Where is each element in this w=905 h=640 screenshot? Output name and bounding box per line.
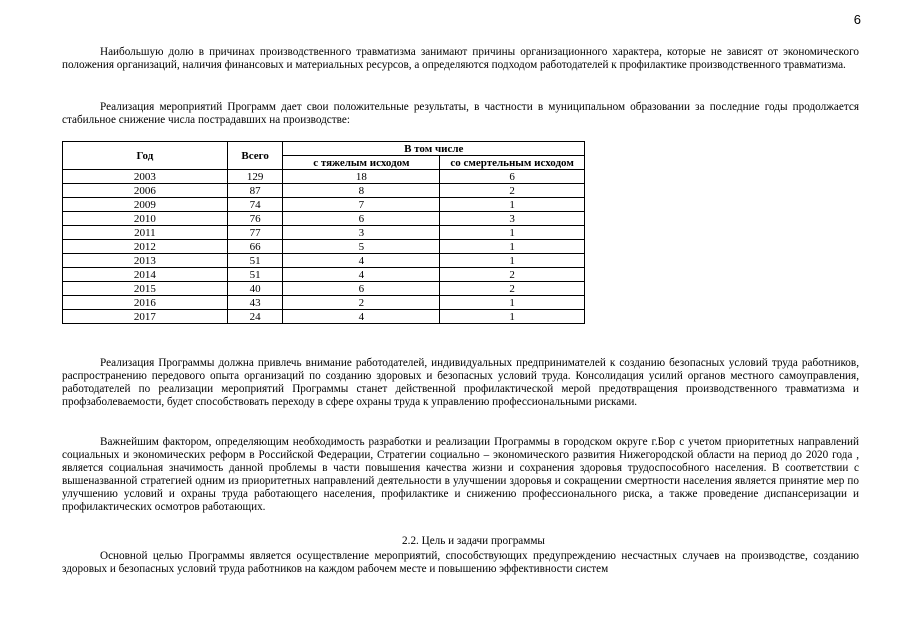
table-row	[63, 254, 585, 268]
cell-total: 66	[227, 240, 283, 254]
table-row	[63, 212, 585, 226]
cell-fatal: 1	[440, 310, 585, 324]
paragraph-main-goal: Основной целью Программы является осуществление мероприятий, способствующих предупреждению несчастных случаев на производстве, созданию здоровых и безопасных условий труда работников на каждом рабочем месте и повышению эффективности систем	[62, 550, 859, 575]
paragraph-program-goals: Реализация Программы должна привлечь внимание работодателей, индивидуальных предпринимателей к созданию безопасных условий труда работников, распространению передового опыта организаций по созданию здоровых и безопасных условий труда. Консолидация усилий органов местного самоуправления, работодателей по реализации мероприятий Программы станет действенной профилактической мерой предотвращения производственного травматизма и профзаболеваемости, будет способствовать переходу в сфере охраны труда к управлению профессиональными рисками.	[62, 357, 859, 408]
table-row	[63, 198, 585, 212]
cell-year: 2003	[63, 170, 228, 184]
cell-severe: 5	[283, 240, 440, 254]
cell-year: 2012	[63, 240, 228, 254]
cell-total: 76	[227, 212, 283, 226]
cell-fatal: 6	[440, 170, 585, 184]
cell-total: 40	[227, 282, 283, 296]
cell-total: 74	[227, 198, 283, 212]
cell-year: 2017	[63, 310, 228, 324]
table-header-row	[63, 142, 585, 156]
table-row	[63, 296, 585, 310]
cell-fatal: 1	[440, 226, 585, 240]
header-including: В том числе	[283, 142, 585, 156]
cell-year: 2011	[63, 226, 228, 240]
section-heading: 2.2. Цель и задачи программы	[402, 535, 545, 547]
cell-severe: 8	[283, 184, 440, 198]
header-fatal: со смертельным исходом	[440, 156, 585, 170]
cell-total: 24	[227, 310, 283, 324]
cell-year: 2009	[63, 198, 228, 212]
table-row	[63, 310, 585, 324]
cell-severe: 4	[283, 254, 440, 268]
cell-fatal: 2	[440, 184, 585, 198]
cell-year: 2016	[63, 296, 228, 310]
table-row	[63, 184, 585, 198]
cell-total: 43	[227, 296, 283, 310]
cell-severe: 4	[283, 268, 440, 282]
cell-total: 87	[227, 184, 283, 198]
cell-severe: 18	[283, 170, 440, 184]
paragraph-key-factor: Важнейшим фактором, определяющим необходимость разработки и реализации Программы в городском округе г.Бор с учетом приоритетных направлений социальных и экономических реформ в Российской Федерации, Стратегии социально – экономического развития Нижегородской области на период до 2020 года , является социальная значимость данной проблемы в части повышения качества жизни и сохранения здоровья трудоспособного населения. В соответствии с вышеназванной стратегией одним из приоритетных направлений деятельности в улучшении здоровья и сокращении смертности населения является принятие мер по улучшению условий и охраны труда работающего населения, профилактике и снижению профессионального риска, а также проведение диспансеризации и профилактических осмотров работающих.	[62, 436, 859, 513]
cell-year: 2013	[63, 254, 228, 268]
table-row	[63, 226, 585, 240]
injury-statistics-table	[62, 141, 585, 324]
cell-year: 2015	[63, 282, 228, 296]
cell-severe: 2	[283, 296, 440, 310]
header-year: Год	[63, 142, 228, 170]
paragraph-causes: Наибольшую долю в причинах производственного травматизма занимают причины организационного характера, которые не зависят от экономического положения организаций, наличия финансовых и материальных ресурсов, а определяются подходом работодателей к профилактике производственного травматизма.	[62, 46, 859, 71]
table-row	[63, 268, 585, 282]
cell-severe: 7	[283, 198, 440, 212]
cell-total: 129	[227, 170, 283, 184]
cell-total: 77	[227, 226, 283, 240]
cell-fatal: 2	[440, 282, 585, 296]
cell-year: 2010	[63, 212, 228, 226]
page-number: 6	[853, 12, 861, 27]
table-row	[63, 170, 585, 184]
cell-severe: 3	[283, 226, 440, 240]
table-row	[63, 282, 585, 296]
cell-total: 51	[227, 268, 283, 282]
cell-total: 51	[227, 254, 283, 268]
header-total: Всего	[227, 142, 283, 170]
cell-severe: 6	[283, 282, 440, 296]
cell-fatal: 1	[440, 198, 585, 212]
cell-fatal: 1	[440, 296, 585, 310]
table-body	[63, 170, 585, 324]
cell-fatal: 2	[440, 268, 585, 282]
cell-fatal: 3	[440, 212, 585, 226]
cell-severe: 6	[283, 212, 440, 226]
cell-fatal: 1	[440, 240, 585, 254]
header-severe: с тяжелым исходом	[283, 156, 440, 170]
cell-year: 2006	[63, 184, 228, 198]
cell-fatal: 1	[440, 254, 585, 268]
table-row	[63, 240, 585, 254]
cell-year: 2014	[63, 268, 228, 282]
paragraph-results: Реализация мероприятий Программ дает свои положительные результаты, в частности в муниципальном образовании за последние годы продолжается стабильное снижение числа пострадавших на производстве:	[62, 101, 859, 126]
cell-severe: 4	[283, 310, 440, 324]
